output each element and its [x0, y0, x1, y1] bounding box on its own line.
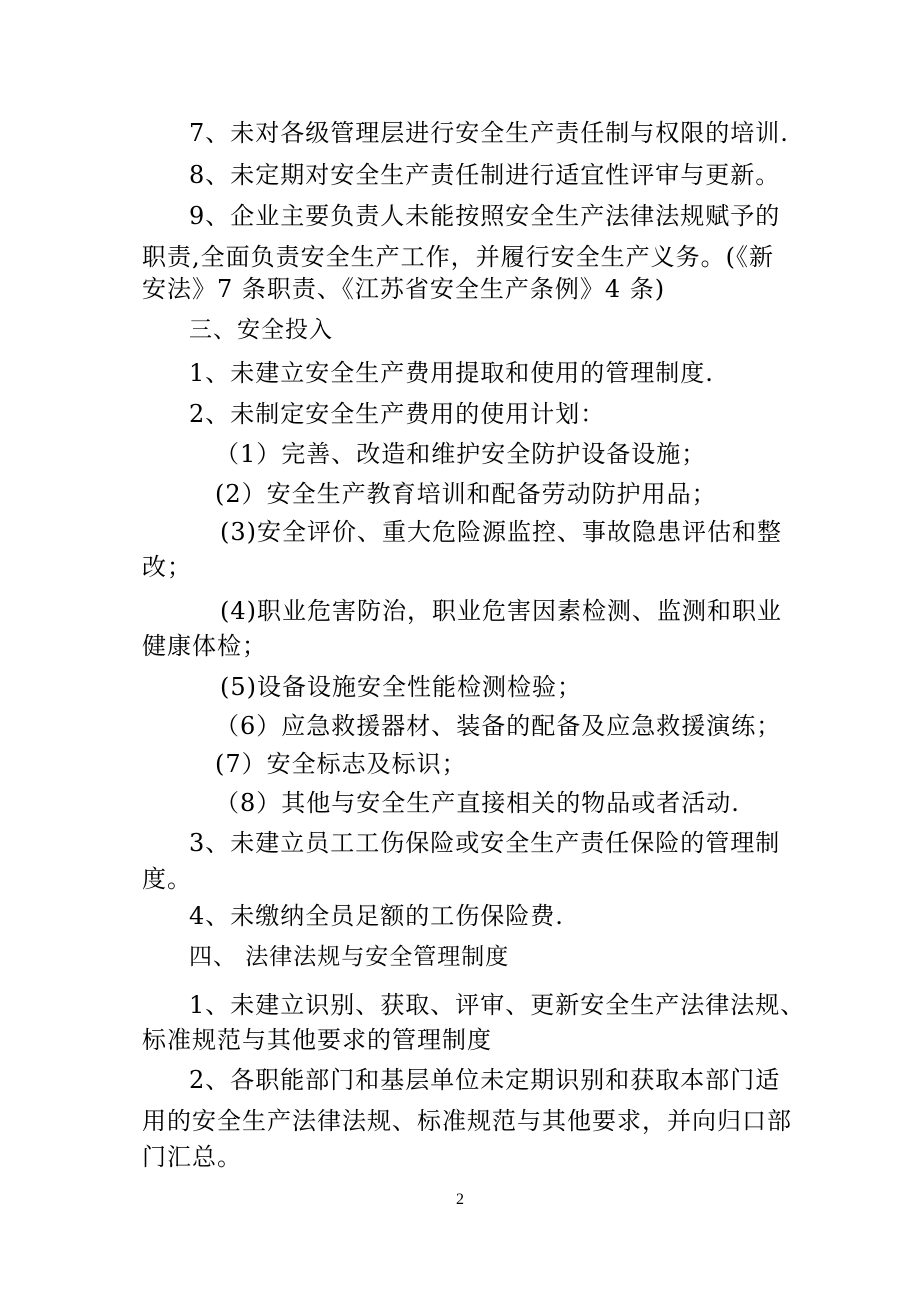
plan-subitem-7: (7）安全标志及标识； — [215, 750, 467, 778]
item-9-line-1: 9、企业主要负责人未能按照安全生产法律法规赋予的 — [189, 202, 781, 230]
plan-subitem-4-line-2: 健康体检； — [142, 632, 267, 660]
plan-subitem-3-line-1: (3)安全评价、重大危险源监控、事故隐患评估和整 — [220, 518, 782, 546]
law-item-2-line-1: 2、各职能部门和基层单位未定期识别和获取本部门适 — [189, 1066, 781, 1094]
plan-subitem-4-line-1: (4)职业危害防治，职业危害因素检测、监测和职业 — [220, 597, 782, 625]
law-item-1-line-2: 标准规范与其他要求的管理制度 — [142, 1026, 492, 1054]
section-heading-laws-regulations: 四、 法律法规与安全管理制度 — [189, 944, 510, 970]
investment-item-3-line-1: 3、未建立员工工伤保险或安全生产责任保险的管理制 — [189, 829, 781, 857]
law-item-2-line-3: 门汇总。 — [142, 1143, 242, 1171]
plan-subitem-2: (2）安全生产教育培训和配备劳动防护用品； — [215, 480, 717, 508]
investment-item-1: 1、未建立安全生产费用提取和使用的管理制度. — [189, 359, 714, 387]
item-7-training: 7、未对各级管理层进行安全生产责任制与权限的培训. — [189, 119, 789, 147]
investment-item-3-line-2: 度。 — [142, 865, 192, 893]
law-item-2-line-2: 用的安全生产法律法规、标准规范与其他要求，并向归口部 — [142, 1107, 792, 1135]
item-9-line-2: 职责,全面负责安全生产工作，并履行安全生产义务。(《新 — [142, 243, 774, 271]
plan-subitem-8: （8）其他与安全生产直接相关的物品或者活动. — [215, 789, 740, 817]
plan-subitem-1: （1）完善、改造和维护安全防护设备设施； — [215, 440, 707, 468]
law-item-1-line-1: 1、未建立识别、获取、评审、更新安全生产法律法规、 — [189, 991, 806, 1019]
section-heading-safety-investment: 三、安全投入 — [189, 317, 333, 343]
page-number: 2 — [456, 1191, 464, 1208]
plan-subitem-6: （6）应急救援器材、装备的配备及应急救援演练； — [215, 712, 782, 740]
item-8-review: 8、未定期对安全生产责任制进行适宜性评审与更新。 — [189, 161, 781, 189]
plan-subitem-3-line-2: 改； — [142, 553, 192, 581]
investment-item-2: 2、未制定安全生产费用的使用计划： — [189, 400, 606, 428]
investment-item-4: 4、未缴纳全员足额的工伤保险费. — [189, 902, 564, 930]
item-9-line-3: 安法》7 条职责、《江苏省安全生产条例》4 条) — [142, 275, 666, 303]
plan-subitem-5: (5)设备设施安全性能检测检验； — [220, 673, 582, 701]
